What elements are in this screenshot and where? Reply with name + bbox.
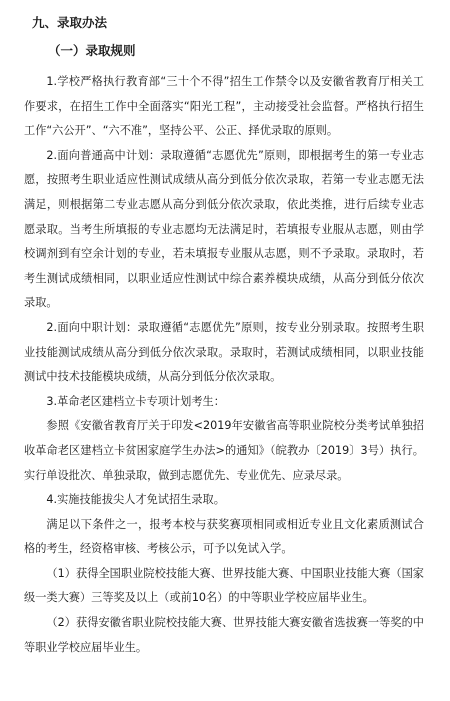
paragraph-rule-4-body: 满足以下条件之一，报考本校与获奖赛项相同或相近专业且文化素质测试合格的考生，经资格审核、考核公示，可予以免试入学。 [24, 517, 424, 556]
paragraph-condition-1: （1）获得全国职业院校技能大赛、世界技能大赛、中国职业技能大赛（国家级一类大赛）三等奖及以上（或前10名）的中等职业学校应届毕业生。 [24, 566, 424, 605]
paragraph-rule-2-vocational: 2.面向中职计划：录取遵循“志愿优先”原则，按专业分别录取。按照考生职业技能测试成绩从高分到低分依次录取。录取时，若测试成绩相同，以职业技能测试中技术技能模块成绩，从高分到低分依次录取。 [24, 320, 424, 384]
paragraph-condition-2: （2）获得安徽省职业院校技能大赛、世界技能大赛安徽省选拔赛一等奖的中等职业学校应届毕业生。 [24, 616, 424, 654]
section-title: 九、录取办法 [32, 15, 108, 30]
paragraph-rule-3-heading: 3.革命老区建档立卡专项计划考生： [46, 394, 225, 408]
paragraph-rule-3-body: 参照《安徽省教育厅关于印发<2019年安徽省高等职业院校分类考试单独招收革命老区建档立卡贫困家庭学生办法>的通知》（皖教办〔2019〕3号）执行。实行单设批次、单独录取，做到志愿优先、专业优先、应录尽录。 [24, 419, 424, 482]
paragraph-rule-4-heading: 4.实施技能拔尖人才免试招生录取。 [46, 493, 225, 507]
subsection-title: （一）录取规则 [48, 43, 136, 58]
paragraph-rule-1: 1.学校严格执行教育部“三十个不得”招生工作禁令以及安徽省教育厅相关工作要求，在招生工作中全面落实“阳光工程”，主动接受社会监督。严格执行招生工作“六公开”、“六不准”，坚持公平、公正、择优录取的原则。 [24, 75, 424, 138]
paragraph-rule-2-high-school: 2.面向普通高中计划：录取遵循“志愿优先”原则，即根据考生的第一专业志愿，按照考生职业适应性测试成绩从高分到低分依次录取，若第一专业志愿无法满足，则根据第二专业志愿从高分到低分依次录取，依此类推，进行后续专业志愿录取。当考生所填报的专业志愿均无法满足时，若填报专业服从志愿，则由学校调剂到有空余计划的专业，若未填报专业服从志愿，则不予录取。录取时，若考生测试成绩相同，以职业适应性测试中综合素养模块成绩，从高分到低分依次录取。 [24, 148, 424, 310]
